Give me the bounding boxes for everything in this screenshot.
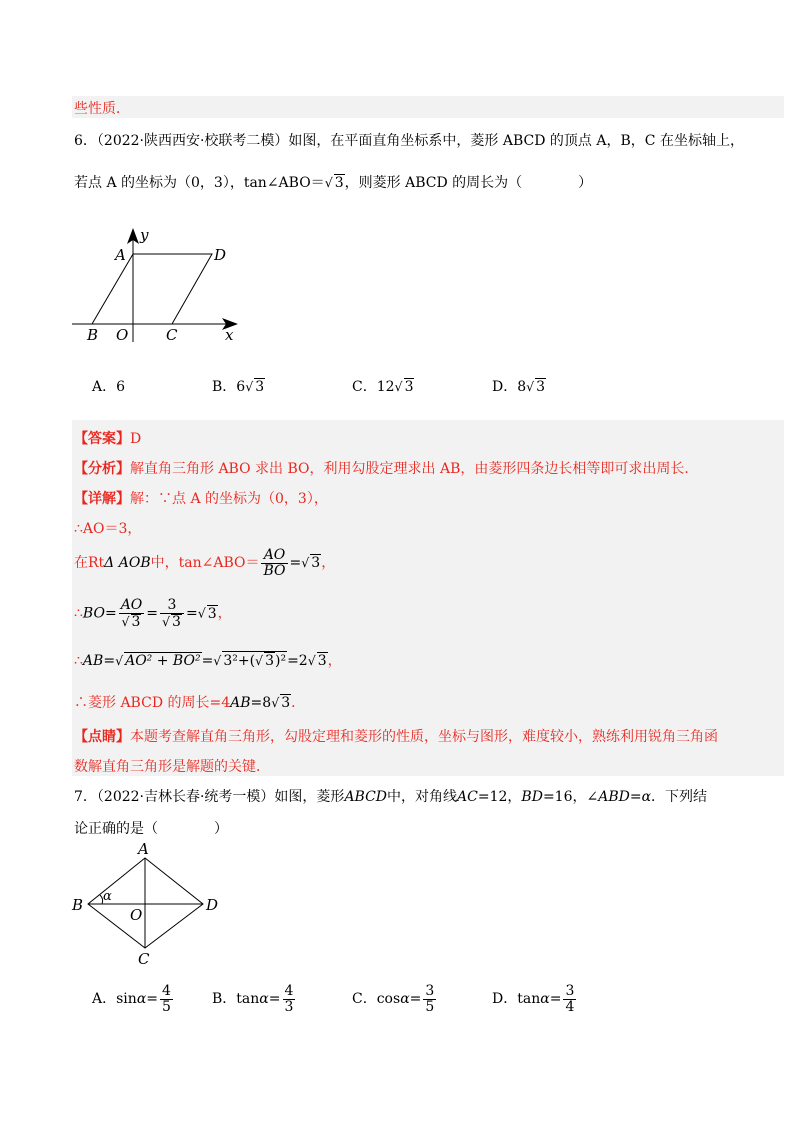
q6-label-x: x (225, 326, 234, 344)
q6-stem-radicand: 3 (334, 175, 344, 191)
q6-stem-line2: 若点 A 的坐标为（0，3），tan∠ABO＝√ 3，则菱形 ABCD 的周长为（ ） (74, 175, 593, 191)
q6-option-a[interactable]: A．6 (92, 379, 126, 395)
q7-stem-line2: 论正确的是（ ） (74, 821, 228, 837)
q6-rhombus (92, 254, 212, 324)
q6-option-c[interactable]: C．12√ 3 (352, 379, 414, 395)
q7-label-alpha: α (103, 889, 112, 904)
q5-tail-text: 些性质． (74, 101, 130, 117)
q7-figure-rhombus (70, 840, 230, 966)
q6-detail: 【详解】解：∵点 A 的坐标为（0，3）， (74, 491, 328, 507)
q6-step-ab: ∴AB=√ AO² + BO²=√ 3²+(√ 3)²=2√ 3， (74, 653, 342, 669)
q6-analysis: 【分析】解直角三角形 ABO 求出 BO，利用勾股定理求出 AB，由菱形四条边长相等即可求出周长． (74, 461, 699, 477)
q6-option-b[interactable]: B．6√ 3 (212, 379, 265, 395)
q6-option-d[interactable]: D．8√ 3 (492, 379, 546, 395)
q6-label-d: D (214, 246, 227, 264)
q7-label-a: A (138, 840, 149, 858)
q6-tip-line2: 数解直角三角形是解题的关键． (74, 759, 270, 775)
q7-option-b[interactable]: B．tanα= $\frac{4}{3}$ (212, 983, 294, 1015)
q7-option-c[interactable]: C．cosα= $\frac{3}{5}$ (352, 983, 435, 1015)
q6-label-a: A (115, 246, 126, 264)
q7-label-o: O (130, 906, 143, 924)
q5-tail-band (72, 96, 784, 118)
q6-label-c: C (166, 326, 178, 344)
q6-figure-coordinate-rhombus (70, 222, 250, 346)
q6-step-tan: 在RtΔ AOB中，tan∠ABO＝ $\frac{AO}{BO}$ =√ 3， (74, 547, 336, 579)
q7-label-b: B (72, 896, 84, 914)
q7-stem-line1: 7．（2022·吉林长春·统考一模）如图，菱形ABCD中，对角线AC=12，BD=16，∠ABD=α．下列结 (74, 789, 708, 805)
q7-option-a[interactable]: A．sinα= $\frac{4}{5}$ (92, 983, 171, 1015)
q7-label-c: C (138, 950, 150, 966)
q6-step-ao: ∴AO＝3， (74, 521, 142, 537)
q6-step-perimeter: ∴菱形 ABCD 的周长=4AB=8√ 3． (74, 695, 306, 711)
q7-label-d: D (206, 896, 219, 914)
q6-label-o: O (116, 326, 129, 344)
q6-stem-line1: 6．（2022·陕西西安·校联考二模）如图，在平面直角坐标系中，菱形 ABCD 的顶点 A，B，C 在坐标轴上， (74, 133, 744, 149)
q6-label-y: y (140, 226, 149, 244)
q6-tip-line1: 【点睛】本题考查解直角三角形，勾股定理和菱形的性质，坐标与图形，难度较小，熟练利用锐角三角函 (74, 729, 718, 745)
q6-answer: 【答案】D (74, 431, 142, 447)
q6-step-bo: ∴BO= $\frac{AO}{√ 3}$ = $\frac{3}{√ 3}$ =√ 3， (74, 597, 232, 630)
q7-option-d[interactable]: D．tanα= $\frac{3}{4}$ (492, 983, 575, 1015)
q6-label-b: B (87, 326, 99, 344)
